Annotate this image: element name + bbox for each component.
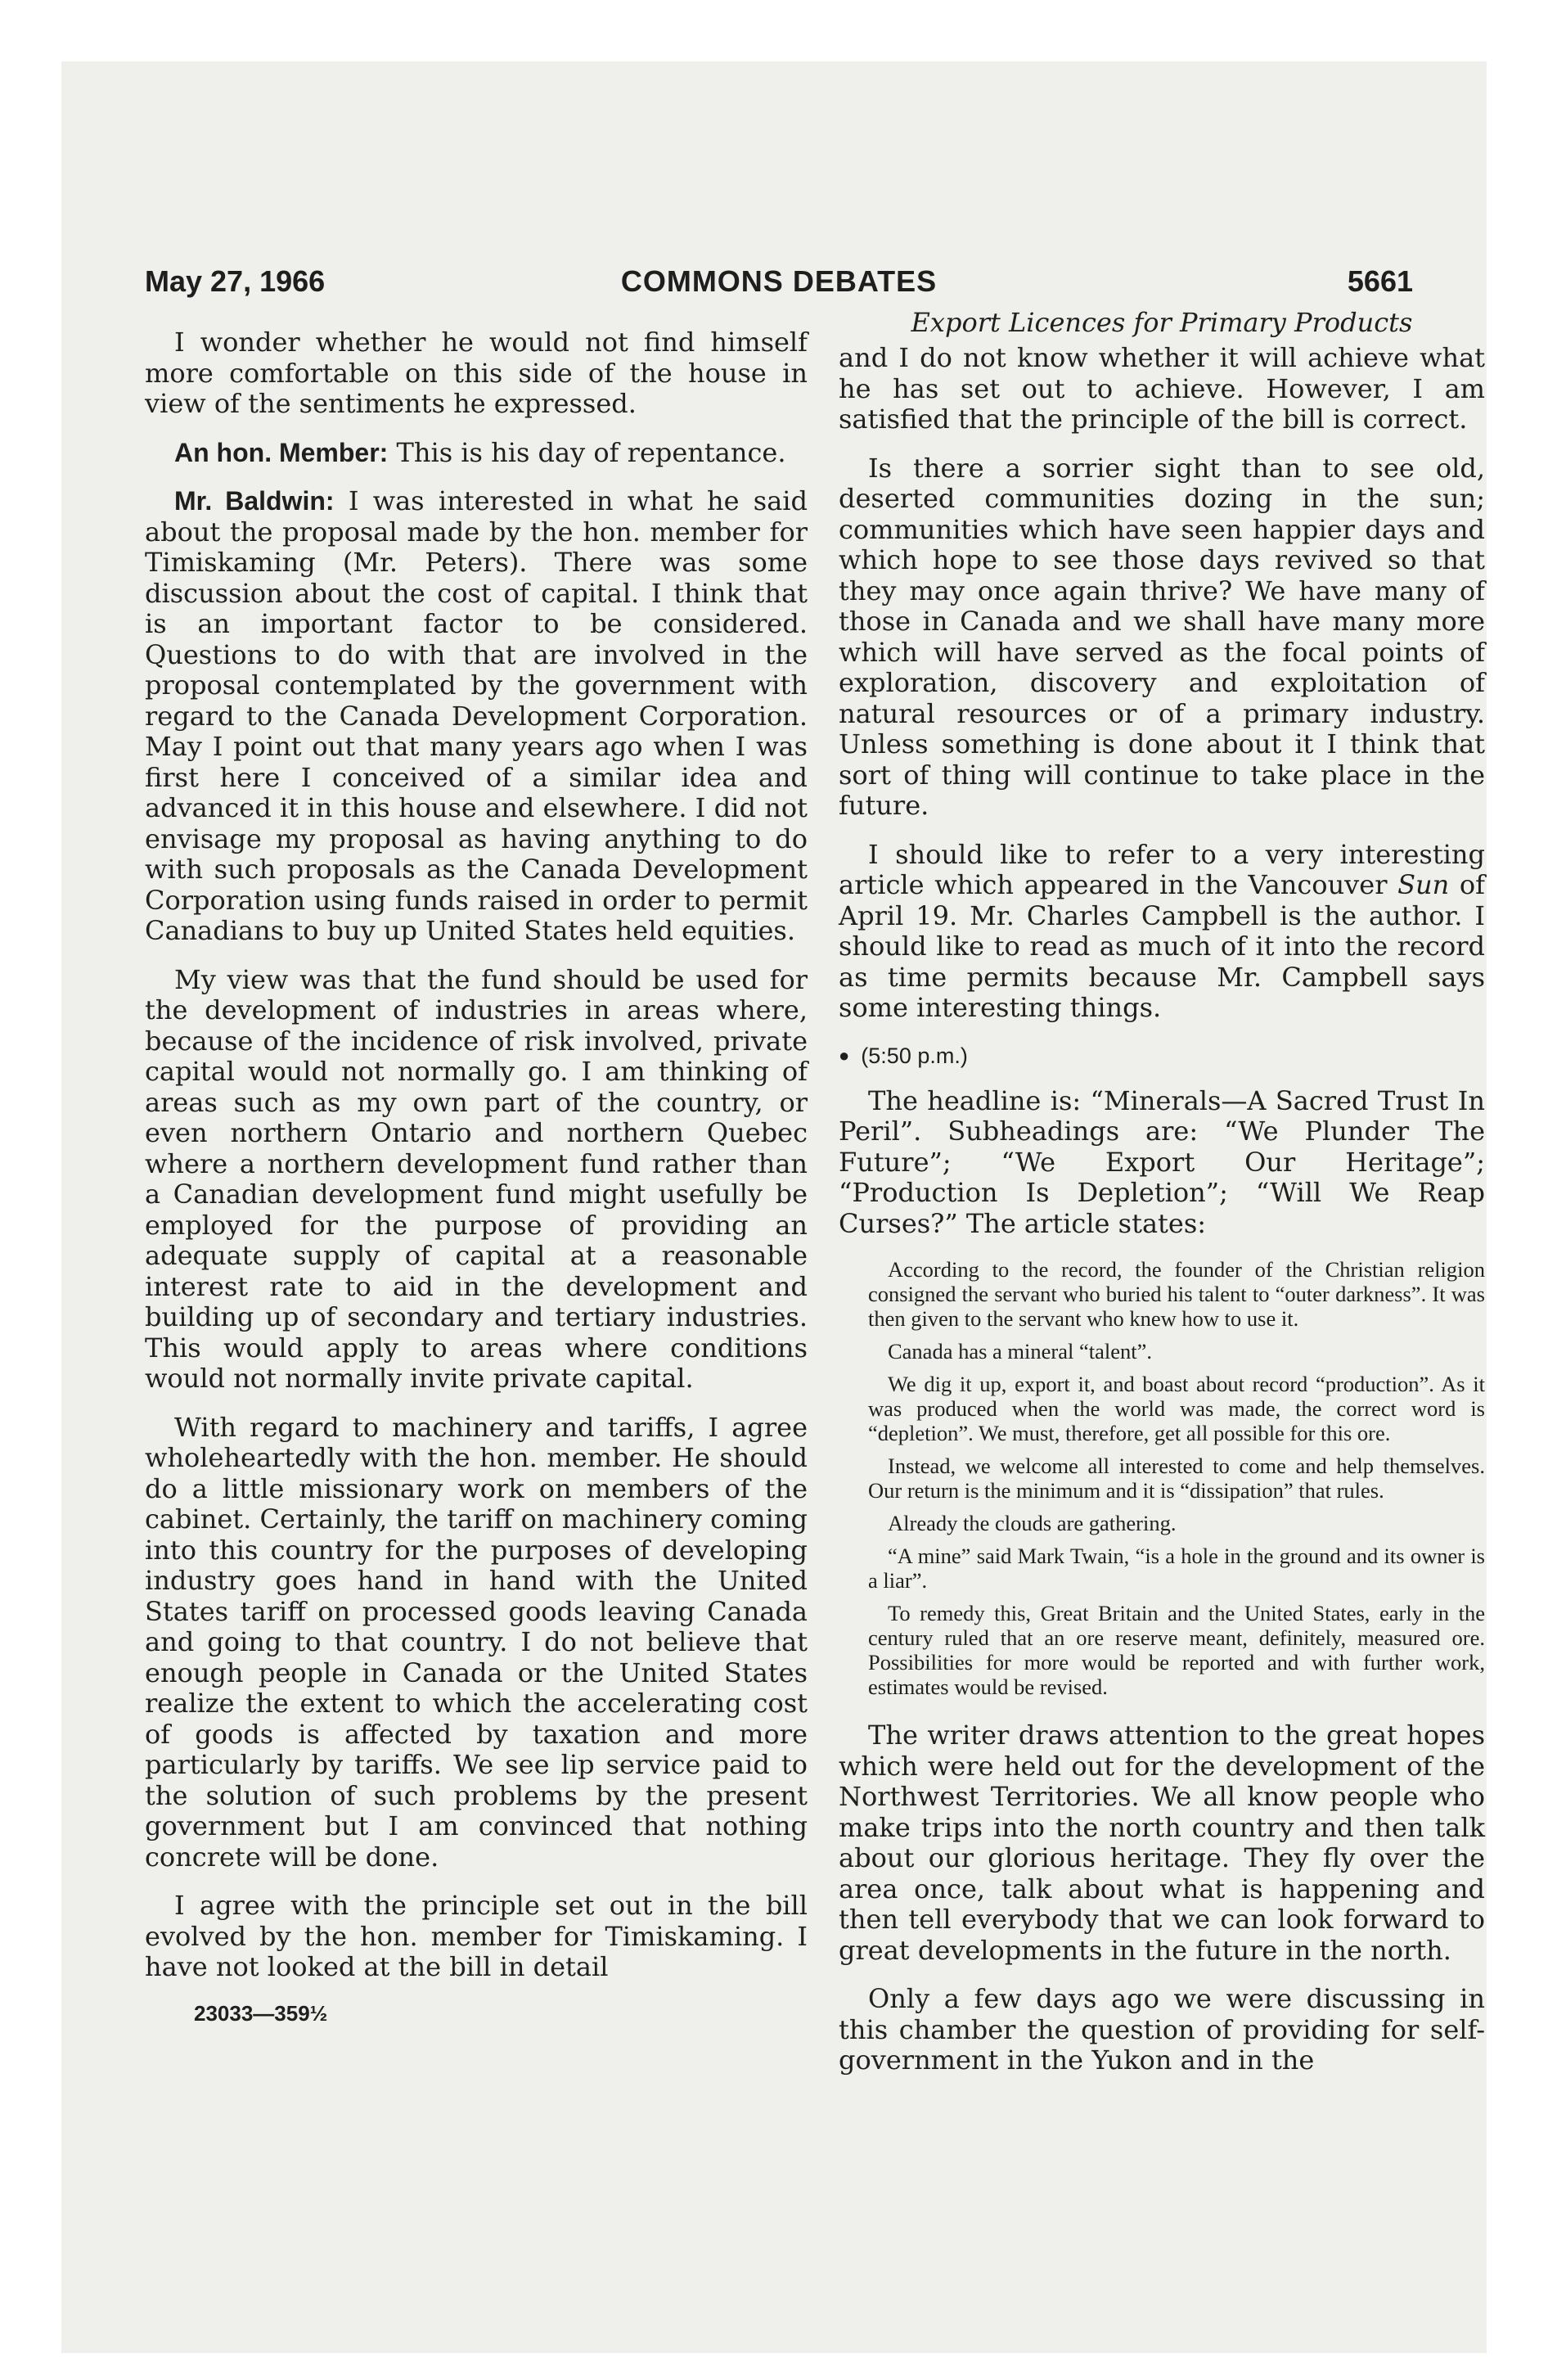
- paragraph: [839, 840, 1485, 1024]
- paragraph: My view was that the fund should be used for the development of industries in areas where, because of the incidence of risk involved, private capital would not normally go. I am thinking of areas such as my own part of the country, or even northern Ontario and northern Quebec where a northern development fund rather than a Canadian development fund might usefully be employed for the purpose of providing an adequate supply of capital at a reasonable interest rate to aid in the development and building up of secondary and tertiary industries. This would apply to areas where conditions would not normally invite private capital.: [145, 963, 808, 1394]
- quote-paragraph: We dig it up, export it, and boast about record “production”. As it was produced when the world was made, the correct word is “depletion”. We must, therefore, get all possible for this ore.: [868, 1372, 1485, 1445]
- page-header: [145, 264, 1413, 302]
- paragraph: The headline is: “Minerals—A Sacred Trust In Peril”. Subheadings are: “We Plunder The Future”; “We Export Our Heritage”; “Production Is Depletion”; “Will We Reap Curses?” The article states:: [839, 1084, 1485, 1239]
- running-title: Export Licences for Primary Products: [911, 307, 1413, 338]
- paragraph: I agree with the principle set out in the bill evolved by the hon. member for Timiskaming. I have not looked at the bill in detail: [145, 1890, 808, 1982]
- page-sheet: [61, 61, 1487, 2353]
- quote-paragraph: To remedy this, Great Britain and the United States, early in the century ruled that an ore reserve meant, definitely, measured ore. Possibilities for more would be reported and with further work, estimates would be revised.: [868, 1601, 1485, 1699]
- quote-paragraph: Already the clouds are gathering.: [888, 1511, 1177, 1535]
- right-column: [839, 307, 1485, 2094]
- quote-paragraph: Canada has a mineral “talent”.: [888, 1339, 1152, 1364]
- time-text: (5:50 p.m.): [861, 1043, 968, 1068]
- paragraph: Is there a sorrier sight than to see old, deserted communities dozing in the sun; communities which have seen happier days and which hope to see those days revived so that they may once again thrive? We have many of those in Canada and we shall have many more which will have served as the focal points of exploration, discovery and exploitation of natural resources or of a primary industry. Unless something is done about it I think that sort of thing will continue to take place in the future.: [839, 452, 1485, 821]
- text-run: I should like to refer to a very interesting article which appeared in the Vancouver: [839, 838, 1485, 900]
- left-column: [145, 327, 808, 2026]
- speaker-paragraph: [145, 438, 808, 469]
- paragraph: and I do not know whether it will achieve what he has set out to achieve. However, I am satisfied that the principle of the bill is correct.: [839, 342, 1485, 435]
- text-run: of April 19. Mr. Charles Campbell is the author. I should like to read as much of it into the record as time permits because Mr. Campbell says some interesting things.: [839, 869, 1486, 1023]
- speaker-name: An hon. Member:: [174, 437, 389, 467]
- paragraph: With regard to machinery and tariffs, I agree wholeheartedly with the hon. member. He should do a little missionary work on members of the cabinet. Certainly, the tariff on machinery coming into this country for the purposes of developing industry goes hand in hand with the United States tariff on processed goods leaving Canada and going to that country. I do not believe that enough people in Canada or the United States realize the extent to which the accelerating cost of goods is affected by taxation and more particularly by tariffs. We see lip service paid to the solution of such problems by the present government but I am convinced that nothing concrete will be done.: [145, 1411, 808, 1873]
- header-title: COMMONS DEBATES: [620, 264, 938, 298]
- speech-text: This is his day of repentance.: [396, 436, 786, 468]
- footer-code: 23033—359½: [194, 2000, 328, 2026]
- speech-text: I was interested in what he said about the proposal made by the hon. member for Timiskaming (Mr. Peters). There was some discussion about the cost of capital. I think that is an important factor to be considered. Questions to do with that are involved in the proposal contemplated by the government with regard to the Canada Development Corporation. May I point out that many years ago when I was first here I conceived of a similar idea and advanced it in this house and elsewhere. I did not envisage my proposal as having anything to do with such proposals as the Canada Development Corporation using funds raised in order to permit Canadians to buy up United States held equities.: [145, 485, 808, 946]
- page-number: 5661: [1347, 264, 1413, 298]
- quote-paragraph: According to the record, the founder of the Christian religion consigned the servant who buried his talent to “outer darkness”. It was then given to the servant who knew how to use it.: [868, 1257, 1485, 1331]
- speaker-paragraph: [145, 486, 808, 947]
- header-date: May 27, 1966: [145, 264, 326, 298]
- quote-paragraph: Instead, we welcome all interested to come and help themselves. Our return is the minimum and it is “dissipation” that rules.: [868, 1454, 1485, 1503]
- time-marker: [839, 1042, 1485, 1070]
- paragraph: The writer draws attention to the great hopes which were held out for the development of the Northwest Territories. We all know people who make trips into the north country and then talk about our glorious heritage. They fly over the area once, talk about what is happening and then tell everybody that we can look forward to great developments in the future in the north.: [839, 1720, 1485, 1966]
- paragraph: I wonder whether he would not find himself more comfortable on this side of the house in view of the sentiments he expressed.: [145, 327, 808, 419]
- quote-paragraph: “A mine” said Mark Twain, “is a hole in the ground and its owner is a liar”.: [868, 1544, 1485, 1593]
- article-quote: [868, 1257, 1485, 1699]
- paragraph: Only a few days ago we were discussing in this chamber the question of providing for self-government in the Yukon and in the: [839, 1983, 1485, 2076]
- bullet-icon: ●: [839, 1044, 850, 1066]
- newspaper-name: Sun: [1397, 869, 1450, 900]
- speaker-name: Mr. Baldwin:: [174, 486, 335, 516]
